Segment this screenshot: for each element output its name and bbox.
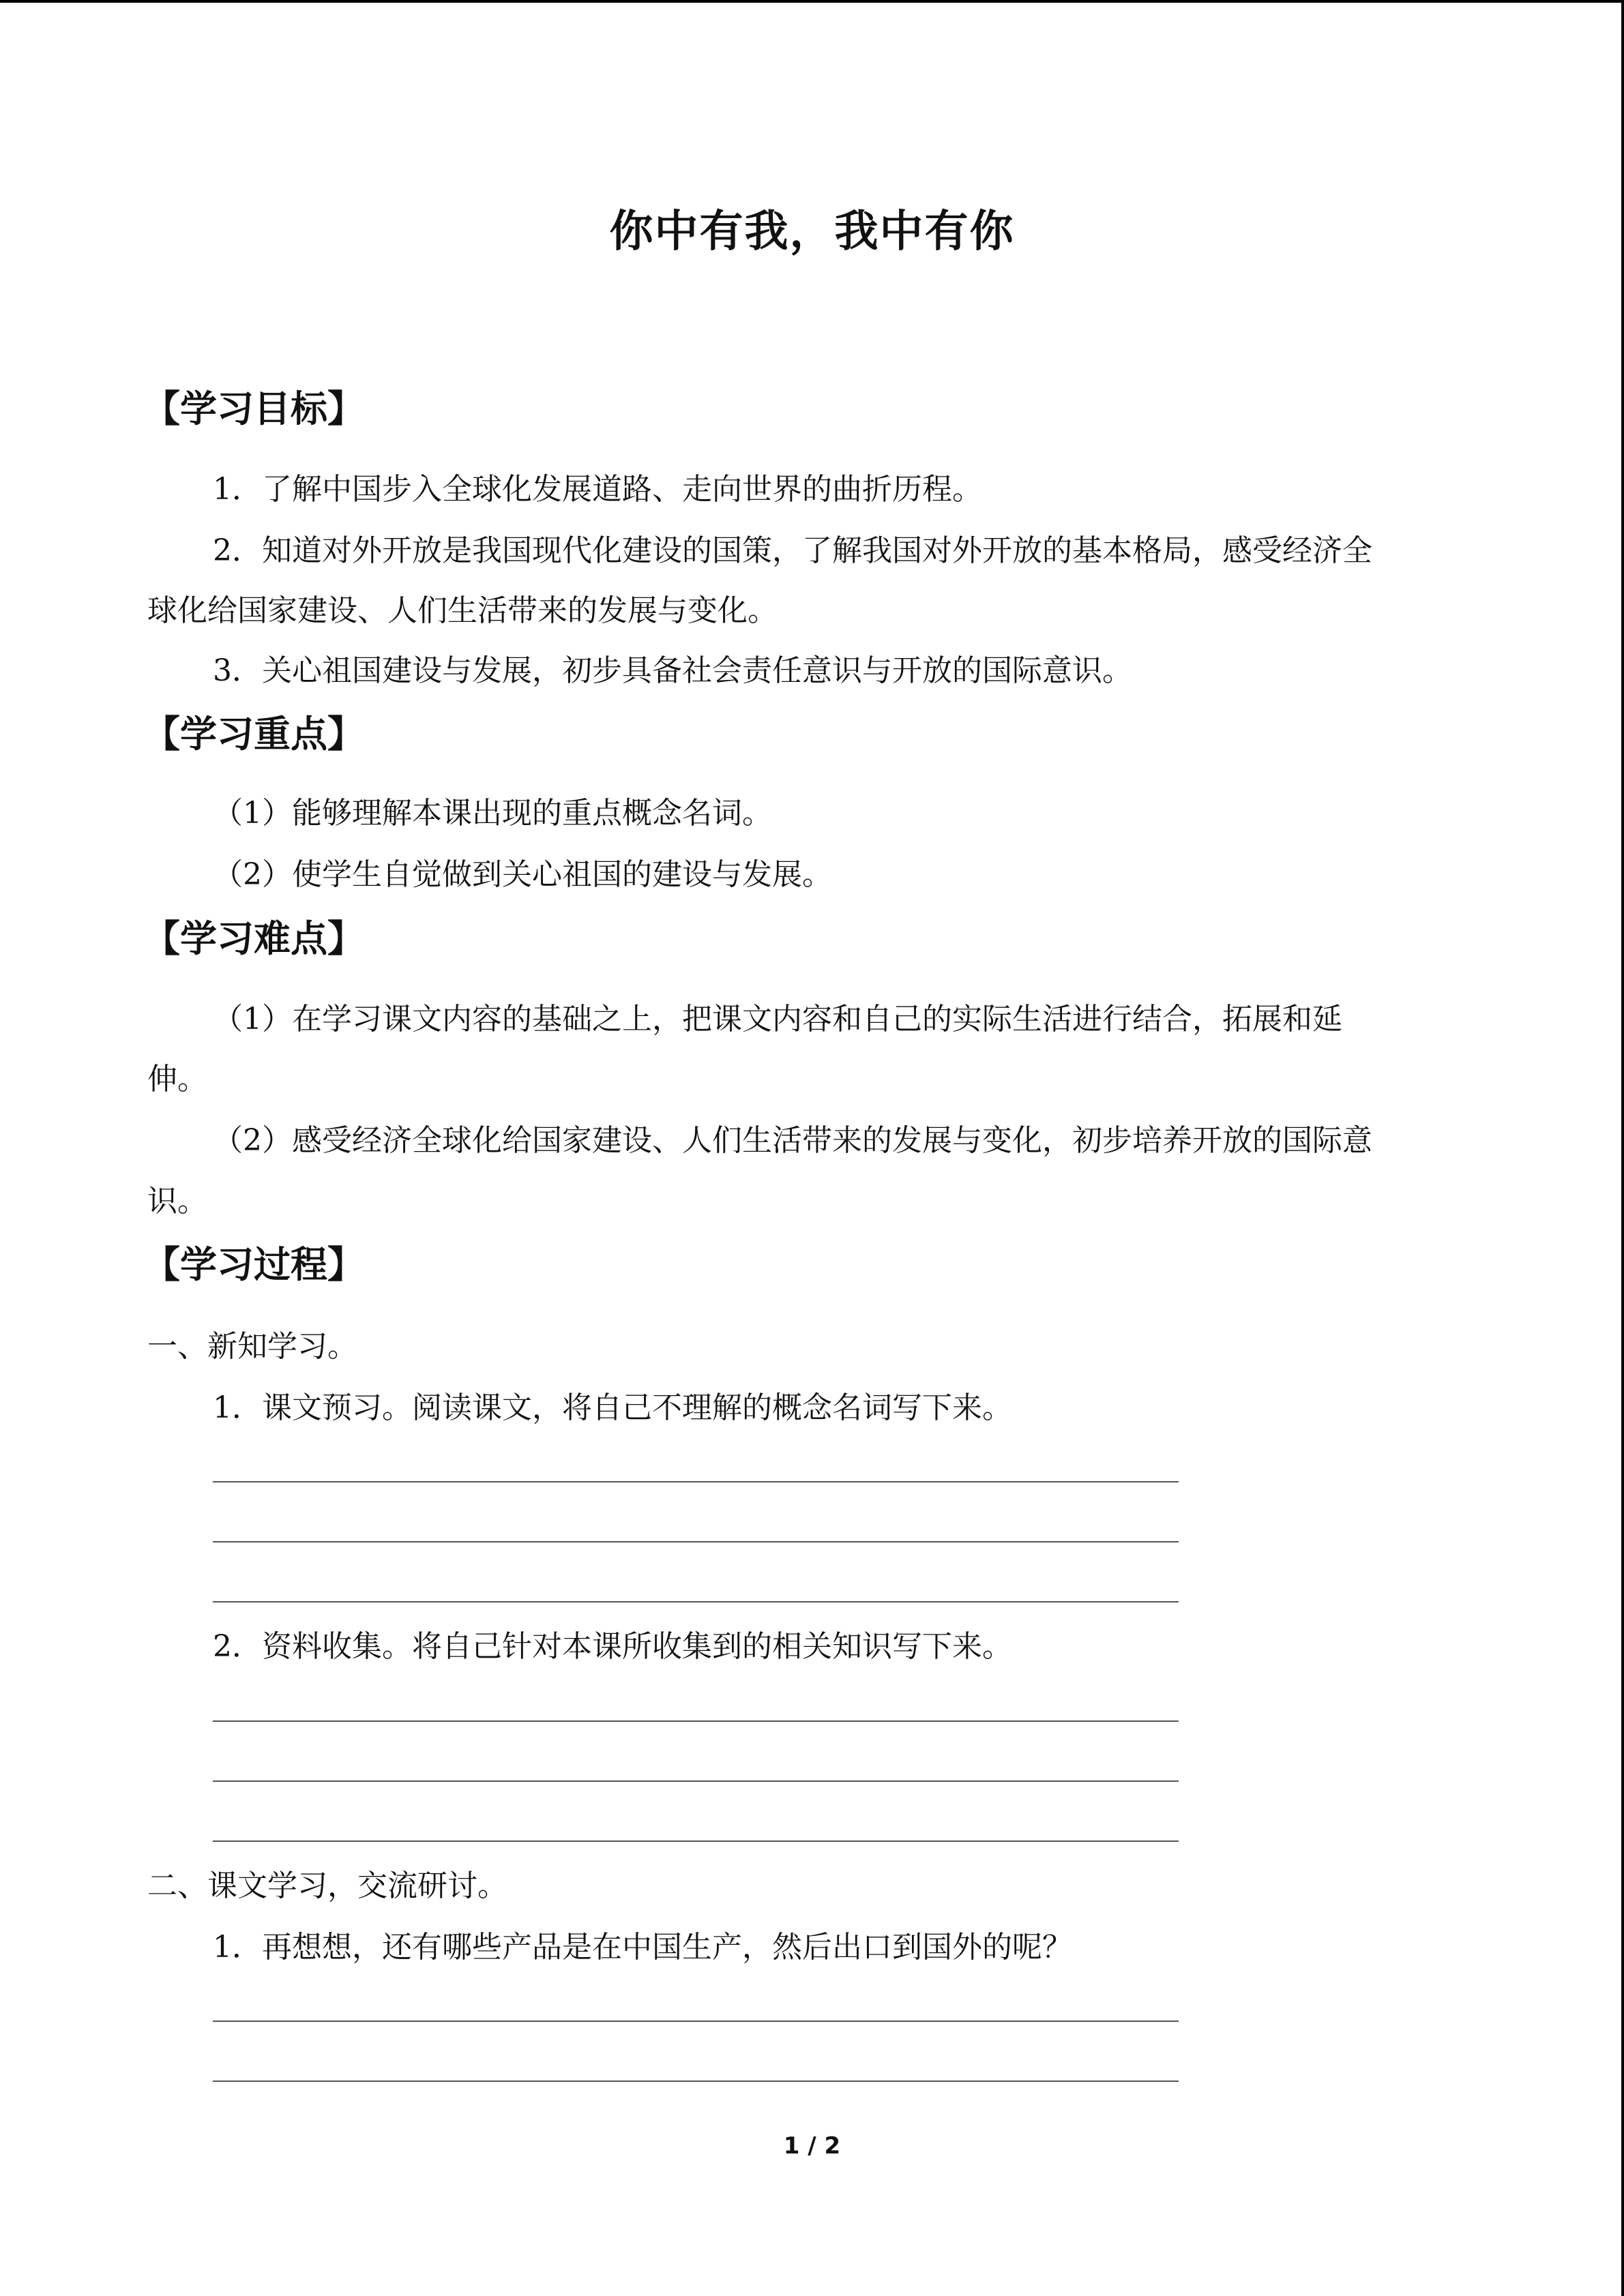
page-border-right [1621,0,1624,2296]
key-point-item-2: （2）使学生自觉做到关心祖国的建设与发展。 [213,857,832,892]
objective-item-2-continued: 球化给国家建设、人们生活带来的发展与变化。 [147,593,778,628]
answer-line[interactable] [213,1720,1179,1722]
answer-line[interactable] [213,1481,1179,1482]
answer-line[interactable] [213,1601,1179,1602]
answer-line[interactable] [213,1541,1179,1542]
part1-question-2: 2．资料收集。将自己针对本课所收集到的相关知识写下来。 [213,1629,1012,1664]
answer-line[interactable] [213,1840,1179,1842]
key-point-item-1: （1）能够理解本课出现的重点概念名词。 [213,796,772,831]
objective-item-1: 1．了解中国步入全球化发展道路、走向世界的曲折历程。 [213,472,982,507]
part2-title: 二、课文学习，交流研讨。 [147,1868,507,1903]
objective-item-3: 3．关心祖国建设与发展，初步具备社会责任意识与开放的国际意识。 [213,653,1132,688]
difficulty-item-1: （1）在学习课文内容的基础之上，把课文内容和自己的实际生活进行结合，拓展和延 [213,1002,1342,1037]
page-border-top [0,0,1624,3]
difficulty-item-1-continued: 伸。 [147,1062,207,1097]
page-title: 你中有我，我中有你 [609,207,1015,257]
process-heading: 【学习过程】 [143,1243,364,1286]
difficulty-item-2-continued: 识。 [147,1184,207,1219]
page-number: 1 / 2 [783,2132,841,2160]
difficulty-item-2: （2）感受经济全球化给国家建设、人们生活带来的发展与变化，初步培养开放的国际意 [213,1123,1372,1158]
difficulties-heading: 【学习难点】 [143,917,364,960]
objectives-heading: 【学习目标】 [143,387,364,430]
answer-line[interactable] [213,2021,1179,2022]
answer-line[interactable] [213,2081,1179,2082]
part1-title: 一、新知学习。 [147,1329,357,1364]
key-points-heading: 【学习重点】 [143,713,364,756]
part2-question-1: 1．再想想，还有哪些产品是在中国生产，然后出口到国外的呢？ [213,1930,1072,1965]
part1-question-1: 1．课文预习。阅读课文，将自己不理解的概念名词写下来。 [213,1390,1012,1425]
answer-line[interactable] [213,1780,1179,1782]
objective-item-2: 2．知道对外开放是我国现代化建设的国策，了解我国对外开放的基本格局，感受经济全 [213,533,1372,568]
